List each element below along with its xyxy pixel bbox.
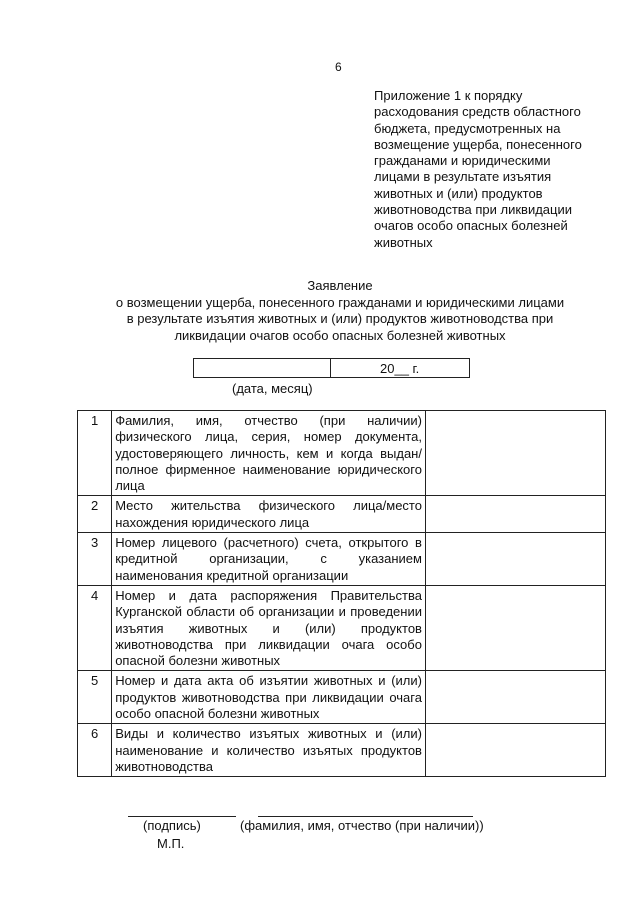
row-number: 6 xyxy=(78,724,112,777)
appendix-line: животноводства при ликвидации xyxy=(374,202,573,218)
date-field[interactable] xyxy=(193,358,470,378)
row-description: Фамилия, имя, отчество (при наличии) физического лица, серия, номер документа, удостоверяющего личность, кем и когда выдан/ полное фирменное наименование юридического лица xyxy=(112,411,426,496)
row-value-cell[interactable] xyxy=(425,671,605,724)
table-row xyxy=(78,496,606,533)
date-field-divider xyxy=(330,359,331,377)
title-line: о возмещении ущерба, понесенного гражданами и юридическими лицами xyxy=(115,294,565,310)
appendix-line: лицами в результате изъятия xyxy=(374,169,552,185)
appendix-line: очагов особо опасных болезней xyxy=(374,218,568,234)
table-row xyxy=(78,724,606,777)
row-number: 2 xyxy=(78,496,112,533)
row-description: Номер лицевого (расчетного) счета, открытого в кредитной организации, с указанием наименования кредитной организации xyxy=(112,533,426,586)
row-value-cell[interactable] xyxy=(425,411,605,496)
date-caption: (дата, месяц) xyxy=(232,381,313,396)
appendix-line: расходования средств областного xyxy=(374,104,581,120)
table-row xyxy=(78,585,606,670)
table-row xyxy=(78,671,606,724)
page-number: 6 xyxy=(335,60,342,74)
row-number: 1 xyxy=(78,411,112,496)
application-table xyxy=(77,410,606,777)
appendix-line: возмещение ущерба, понесенного xyxy=(374,136,582,152)
row-value-cell[interactable] xyxy=(425,724,605,777)
appendix-line: животных и (или) продуктов xyxy=(374,185,543,201)
table-row xyxy=(78,411,606,496)
row-value-cell[interactable] xyxy=(425,496,605,533)
full-name-label: (фамилия, имя, отчество (при наличии)) xyxy=(240,818,484,833)
appendix-line: животных xyxy=(374,234,433,250)
signature-line[interactable] xyxy=(128,816,236,817)
appendix-line: гражданами и юридическими xyxy=(374,153,551,169)
signature-label: (подпись) xyxy=(143,818,201,833)
full-name-line[interactable] xyxy=(258,816,473,817)
row-description: Место жительства физического лица/место нахождения юридического лица xyxy=(112,496,426,533)
row-description: Виды и количество изъятых животных и (или) наименование и количество изъятых продуктов животноводства xyxy=(112,724,426,777)
row-value-cell[interactable] xyxy=(425,585,605,670)
row-number: 3 xyxy=(78,533,112,586)
title-line: в результате изъятия животных и (или) продуктов животноводства при xyxy=(126,311,554,326)
document-title xyxy=(60,278,620,344)
date-year: 20__ г. xyxy=(380,361,420,376)
row-description: Номер и дата акта об изъятии животных и (или) продуктов животноводства при ликвидации очага особо опасной болезни животных xyxy=(112,671,426,724)
title-heading: Заявление xyxy=(307,278,373,293)
appendix-line: Приложение 1 к порядку xyxy=(374,88,523,103)
appendix-line: бюджета, предусмотренных на xyxy=(374,120,561,136)
row-number: 5 xyxy=(78,671,112,724)
table-row xyxy=(78,533,606,586)
appendix-note xyxy=(374,88,609,251)
row-number: 4 xyxy=(78,585,112,670)
row-description: Номер и дата распоряжения Правительства Курганской области об организации и проведении изъятия животных и (или) продуктов животноводства при ликвидации очага особо опасной болезни животных xyxy=(112,585,426,670)
row-value-cell[interactable] xyxy=(425,533,605,586)
title-line: ликвидации очагов особо опасных болезней животных xyxy=(174,327,506,343)
stamp-label: М.П. xyxy=(157,836,185,851)
